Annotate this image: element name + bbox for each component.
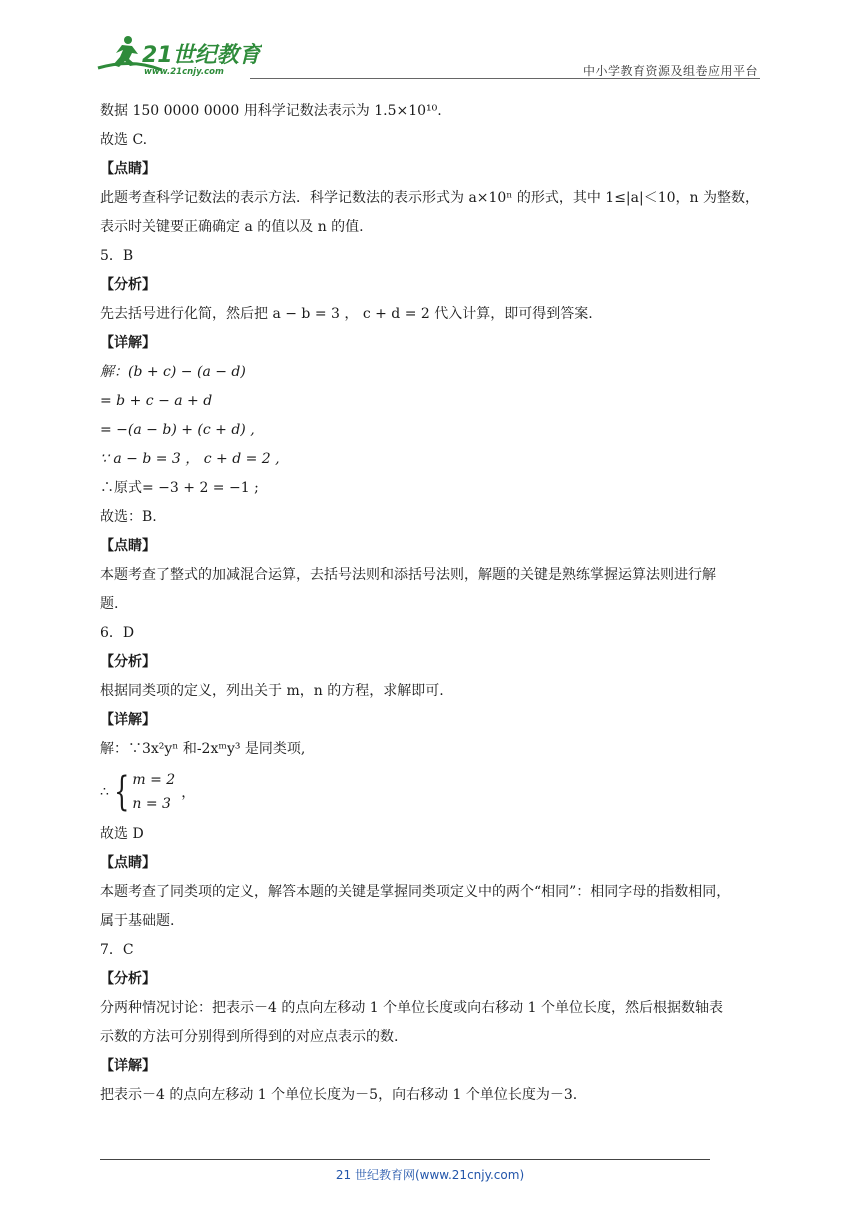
text-line: 把表示－4 的点向左移动 1 个单位长度为－5，向右移动 1 个单位长度为－3. — [100, 1087, 578, 1103]
logo-url: www.21cnjy.com — [144, 67, 224, 77]
logo-text: 21世纪教育 — [142, 43, 261, 68]
math-line: ∴原式= −3 + 2 = −1 ; — [100, 480, 259, 496]
section-heading: 【详解】 — [100, 1058, 156, 1074]
equation-n: n = 3 — [132, 796, 171, 812]
question-answer: 6．D — [100, 625, 135, 641]
text-line: 根据同类项的定义，列出关于 m，n 的方程，求解即可. — [100, 683, 444, 699]
text-line: 先去括号进行化简，然后把 a − b = 3 ， c + d = 2 代入计算，即可得到答案. — [100, 306, 593, 322]
text-line: 示数的方法可分别得到所得到的对应点表示的数. — [100, 1029, 399, 1045]
question-answer: 7．C — [100, 942, 134, 958]
text-line: 属于基础题. — [100, 913, 175, 929]
footer-divider — [100, 1159, 710, 1160]
section-heading: 【点睛】 — [100, 538, 156, 554]
platform-name: 中小学教育资源及组卷应用平台 — [582, 64, 758, 78]
text-line: 分两种情况讨论：把表示－4 的点向左移动 1 个单位长度或向右移动 1 个单位长度，然后根据数轴表 — [100, 1000, 723, 1016]
equation-system — [100, 764, 770, 820]
brace-icon: { — [114, 769, 130, 815]
section-heading: 【分析】 — [100, 971, 156, 987]
text-line: 故选：B. — [100, 509, 157, 525]
equation-m: m = 2 — [132, 772, 176, 788]
math-line: 解：(b + c) − (a − d) — [100, 364, 246, 380]
footer-link[interactable]: 21 世纪教育网(www.21cnjy.com) — [335, 1168, 525, 1182]
math-line: = −(a − b) + (c + d) , — [100, 422, 255, 438]
section-heading: 【详解】 — [100, 712, 156, 728]
header-divider — [250, 78, 760, 79]
site-logo — [92, 32, 262, 78]
therefore-symbol: ∴ — [100, 784, 109, 800]
section-heading: 【详解】 — [100, 335, 156, 351]
page-header — [92, 32, 760, 78]
text-line: 本题考查了整式的加减混合运算，去括号法则和添括号法则，解题的关键是熟练掌握运算法则进行解 — [100, 567, 716, 583]
section-heading: 【分析】 — [100, 277, 156, 293]
answer-content — [100, 97, 770, 1110]
text-line: 故选 D — [100, 826, 144, 842]
section-heading: 【分析】 — [100, 654, 156, 670]
math-line: = b + c − a + d — [100, 393, 213, 409]
text-line: 数据 150 0000 0000 用科学记数法表示为 1.5×10¹⁰. — [100, 103, 442, 119]
text-line: 解：∵3x²yⁿ 和-2xᵐy³ 是同类项, — [100, 741, 306, 757]
text-line: 故选 C. — [100, 132, 148, 148]
text-line: 题. — [100, 596, 119, 612]
text-line: 此题考查科学记数法的表示方法．科学记数法的表示形式为 a×10ⁿ 的形式，其中 1≤|a|＜10，n 为整数， — [100, 190, 759, 206]
section-heading: 【点睛】 — [100, 855, 156, 871]
section-heading: 【点睛】 — [100, 161, 156, 177]
equation-lines — [132, 768, 175, 816]
question-answer: 5．B — [100, 248, 134, 264]
text-line: 表示时关键要正确确定 a 的值以及 n 的值. — [100, 219, 364, 235]
math-line: ∵ a − b = 3 ， c + d = 2 , — [100, 451, 280, 467]
text-line: 本题考查了同类项的定义，解答本题的关键是掌握同类项定义中的两个“相同”：相同字母的指数相同， — [100, 884, 731, 900]
equation-suffix: ， — [181, 785, 196, 801]
